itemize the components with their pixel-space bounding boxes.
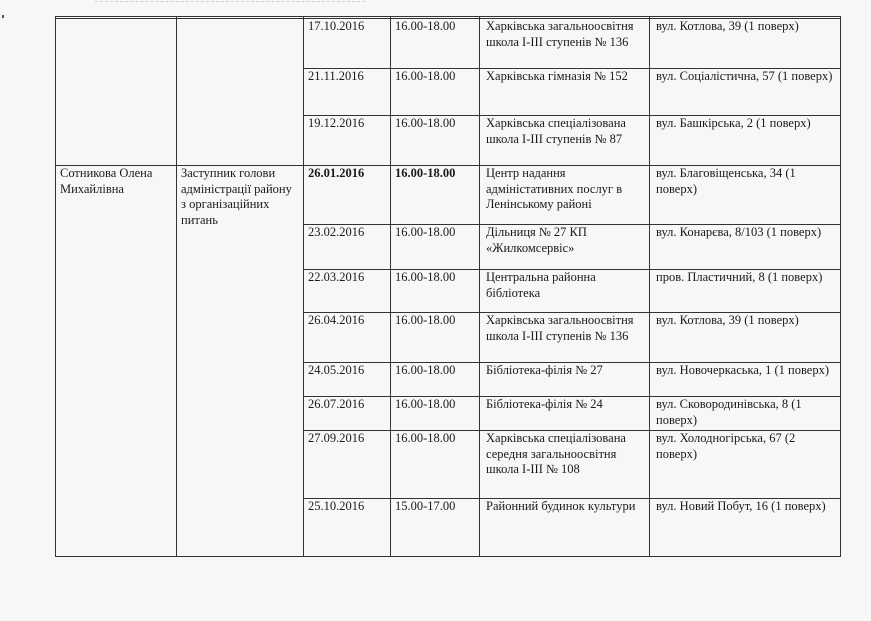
place-cell: Районний будинок культури bbox=[480, 499, 650, 557]
table-row bbox=[56, 19, 841, 69]
date-cell: 26.07.2016 bbox=[304, 397, 391, 431]
person-position: Заступник голови адміністрації району з організаційних питань bbox=[177, 166, 304, 557]
address-cell: вул. Новочеркаська, 1 (1 поверх) bbox=[650, 363, 841, 397]
time-cell: 16.00-18.00 bbox=[391, 19, 480, 69]
address-cell: вул. Котлова, 39 (1 поверх) bbox=[650, 19, 841, 69]
address-cell: вул. Котлова, 39 (1 поверх) bbox=[650, 313, 841, 363]
time-cell: 16.00-18.00 bbox=[391, 166, 480, 225]
table-row bbox=[56, 166, 841, 225]
time-cell: 16.00-18.00 bbox=[391, 397, 480, 431]
date-cell: 19.12.2016 bbox=[304, 116, 391, 166]
date-cell: 26.01.2016 bbox=[304, 166, 391, 225]
person-name: Сотникова Олена Михайлівна bbox=[56, 166, 177, 557]
position-cell-empty bbox=[177, 19, 304, 166]
date-cell: 21.11.2016 bbox=[304, 69, 391, 116]
time-cell: 16.00-18.00 bbox=[391, 69, 480, 116]
address-cell: вул. Благовіщенська, 34 (1 поверх) bbox=[650, 166, 841, 225]
place-cell: Центр надання адміністативних послуг в Ленінському районі bbox=[480, 166, 650, 225]
date-cell: 26.04.2016 bbox=[304, 313, 391, 363]
date-cell: 22.03.2016 bbox=[304, 270, 391, 313]
person-cell-empty bbox=[56, 19, 177, 166]
time-cell: 15.00-17.00 bbox=[391, 499, 480, 557]
schedule-table bbox=[55, 16, 841, 557]
place-cell: Харківська гімназія № 152 bbox=[480, 69, 650, 116]
date-cell: 27.09.2016 bbox=[304, 431, 391, 499]
address-cell: вул. Холодногірська, 67 (2 поверх) bbox=[650, 431, 841, 499]
place-cell: Бібліотека-філія № 27 bbox=[480, 363, 650, 397]
date-cell: 25.10.2016 bbox=[304, 499, 391, 557]
date-cell: 23.02.2016 bbox=[304, 225, 391, 270]
place-cell: Харківська загальноосвітня школа І-ІІІ ступенів № 136 bbox=[480, 313, 650, 363]
time-cell: 16.00-18.00 bbox=[391, 363, 480, 397]
place-cell: Харківська спеціалізована школа І-ІІІ ступенів № 87 bbox=[480, 116, 650, 166]
address-cell: вул. Новий Побут, 16 (1 поверх) bbox=[650, 499, 841, 557]
address-cell: пров. Пластичний, 8 (1 поверх) bbox=[650, 270, 841, 313]
date-cell: 17.10.2016 bbox=[304, 19, 391, 69]
time-cell: 16.00-18.00 bbox=[391, 116, 480, 166]
faint-scan-line bbox=[95, 1, 365, 3]
place-cell: Бібліотека-філія № 24 bbox=[480, 397, 650, 431]
date-cell: 24.05.2016 bbox=[304, 363, 391, 397]
place-cell: Дільниця № 27 КП «Жилкомсервіс» bbox=[480, 225, 650, 270]
time-cell: 16.00-18.00 bbox=[391, 270, 480, 313]
time-cell: 16.00-18.00 bbox=[391, 225, 480, 270]
place-cell: Центральна районна бібліотека bbox=[480, 270, 650, 313]
time-cell: 16.00-18.00 bbox=[391, 431, 480, 499]
address-cell: вул. Конарєва, 8/103 (1 поверх) bbox=[650, 225, 841, 270]
scan-mark bbox=[2, 15, 4, 18]
address-cell: вул. Сковородинівська, 8 (1 поверх) bbox=[650, 397, 841, 431]
address-cell: вул. Соціалістична, 57 (1 поверх) bbox=[650, 69, 841, 116]
place-cell: Харківська спеціалізована середня загальноосвітня школа І-ІІІ № 108 bbox=[480, 431, 650, 499]
address-cell: вул. Башкірська, 2 (1 поверх) bbox=[650, 116, 841, 166]
place-cell: Харківська загальноосвітня школа І-ІІІ ступенів № 136 bbox=[480, 19, 650, 69]
time-cell: 16.00-18.00 bbox=[391, 313, 480, 363]
